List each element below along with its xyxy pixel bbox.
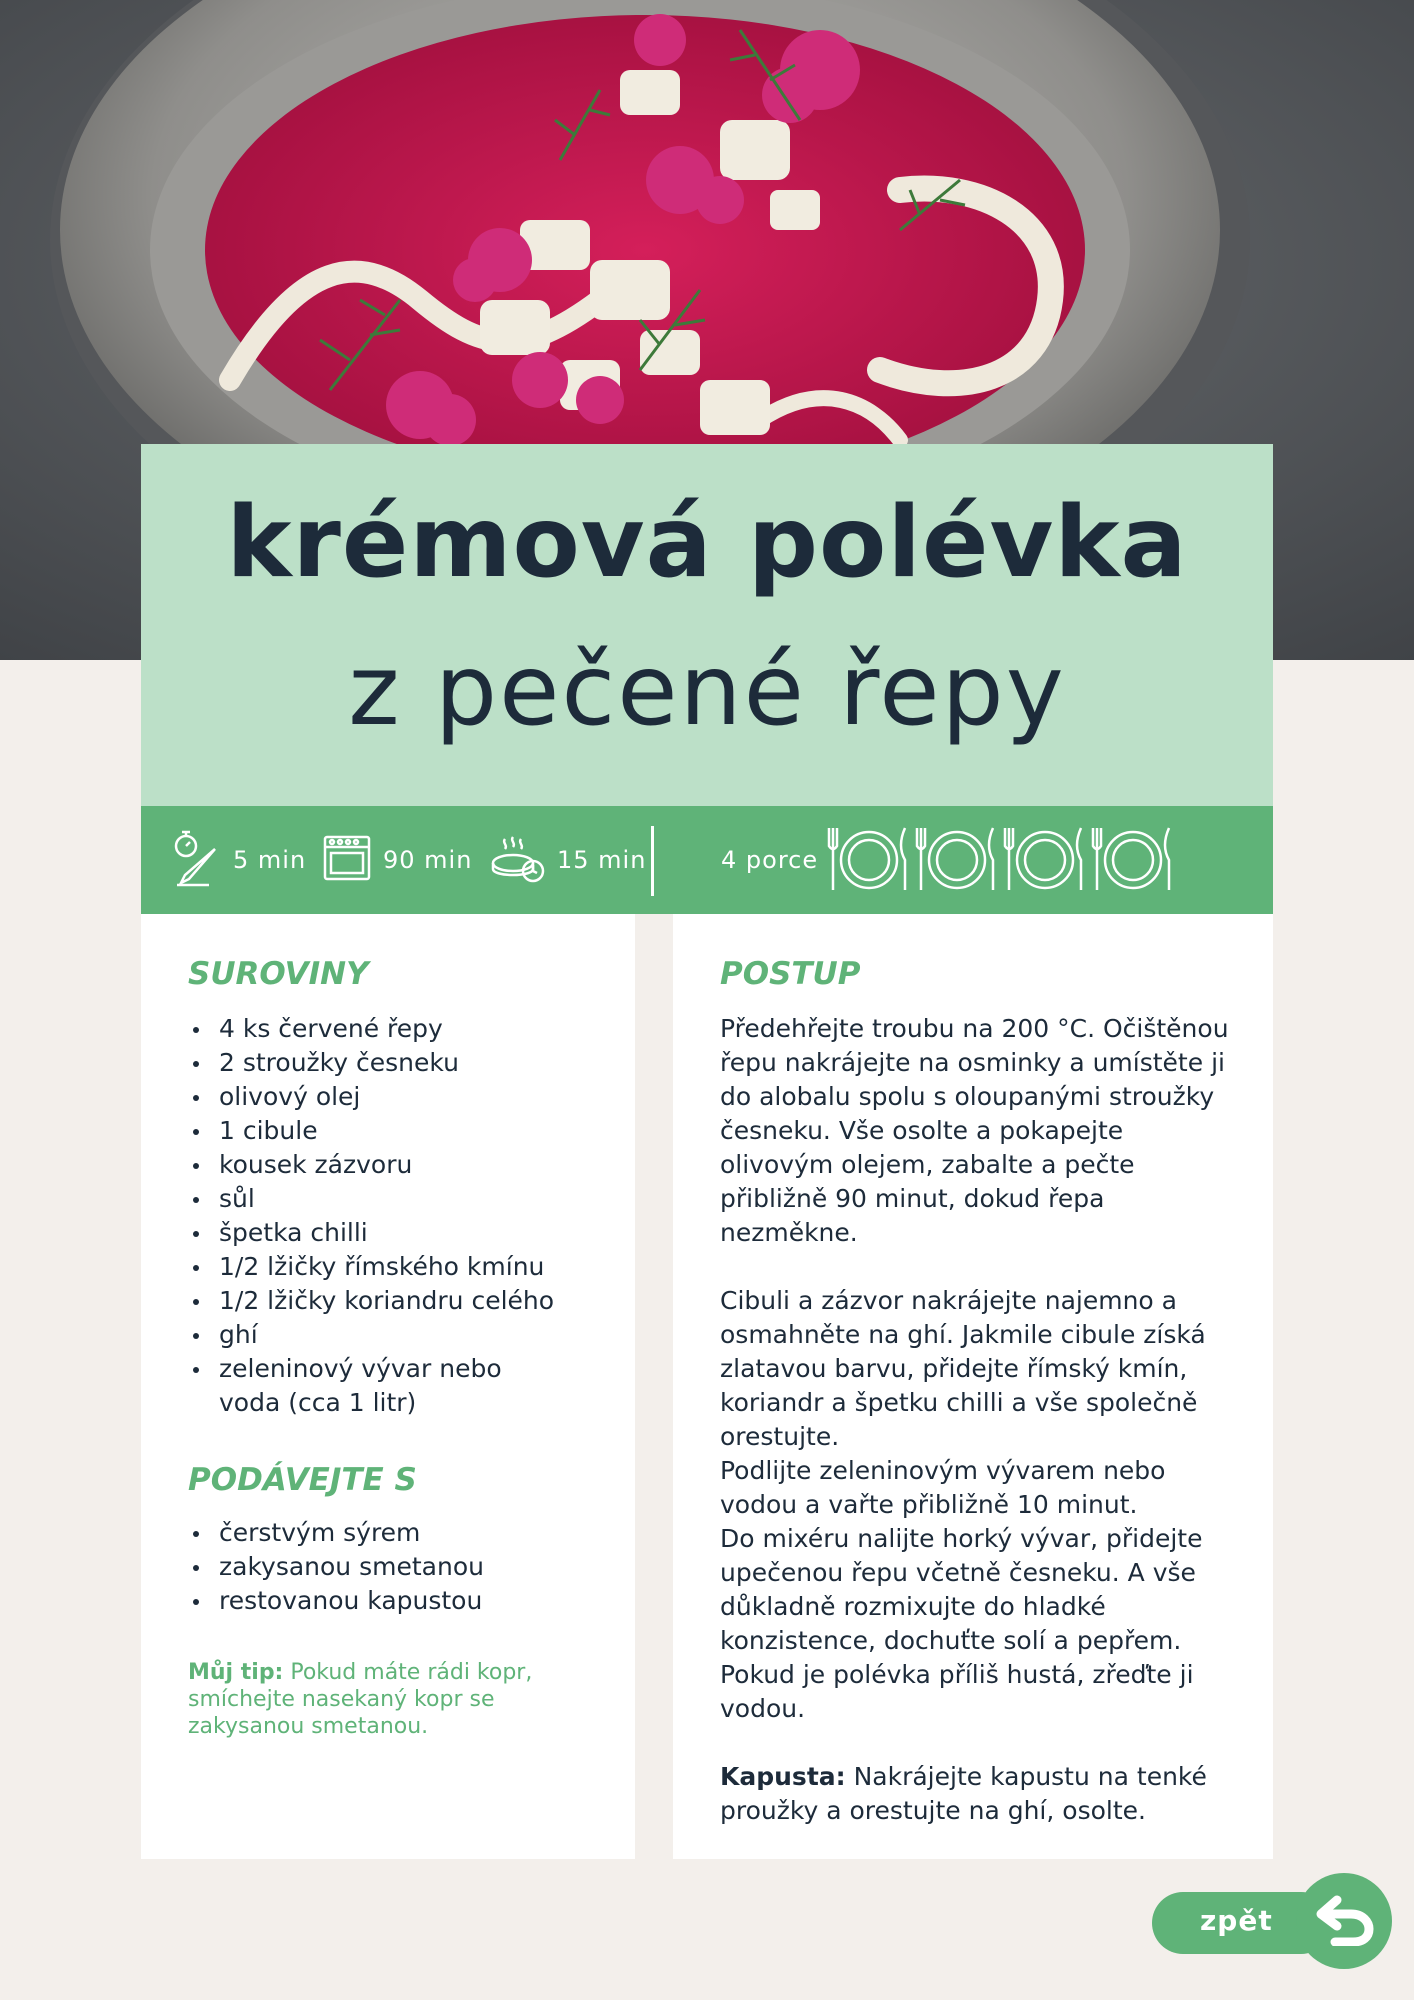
method-kapusta [720,1760,1240,1828]
plate-cutlery-icon [1093,828,1169,890]
list-item: čerstvým sýrem [175,1516,615,1550]
back-button-label: zpět [1200,1904,1273,1937]
method-step-1: Předehřejte troubu na 200 °C. Očištěnou řepu nakrájejte na osminky a umístěte ji do alobalu spolu s oloupanými stroužky česneku. Vše osolte a pokapejte olivovým olejem, zabalte a pečte přibližně 90 minut, dokud řepa nezměkne. [720,1014,1229,1247]
list-item: ghí [175,1318,615,1352]
page-title: krémová polévka [226,486,1188,600]
plate-cutlery-icon [829,828,905,890]
info-divider [651,826,654,896]
method-card [673,914,1273,1859]
kapusta-text: Nakrájejte kapustu na tenké proužky a orestujte na ghí, osolte. [720,1762,1207,1825]
serve-list [175,1516,615,1618]
ingredients-card [141,914,635,1859]
kapusta-label: Kapusta: [720,1762,846,1791]
method-step-3: Podlijte zeleninovým vývarem nebo vodou a vařte přibližně 10 minut. [720,1456,1166,1519]
page-subtitle: z pečené řepy [348,634,1066,748]
servings [721,806,818,914]
title-card [141,444,1273,806]
list-item: špetka chilli [175,1216,615,1250]
oven-icon [323,835,371,885]
list-item: 4 ks červené řepy [175,1012,615,1046]
list-item: sůl [175,1182,615,1216]
cook-time-value: 15 min [557,846,647,874]
bake-time-value: 90 min [383,846,473,874]
list-item: zeleninový vývar nebo voda (cca 1 litr) [175,1352,615,1420]
prep-time [173,806,306,914]
plate-cutlery-icon [1005,828,1081,890]
timer-knife-icon [173,829,221,891]
bake-time [323,806,472,914]
pan-timer-icon [491,833,545,887]
servings-value: 4 porce [721,846,819,874]
back-button-icon-circle[interactable] [1296,1873,1392,1969]
list-item: 1/2 lžičky římského kmínu [175,1250,615,1284]
method-text [720,1012,1240,1828]
list-item: 2 stroužky česneku [175,1046,615,1080]
plate-cutlery-icon [917,828,993,890]
ingredients-heading: SUROVINY [188,956,369,992]
tip-note [188,1659,598,1740]
tip-label: Můj tip: [188,1660,284,1685]
ingredients-list [175,1012,615,1420]
cook-time [491,806,646,914]
return-arrow-icon [1313,1892,1375,1950]
list-item: zakysanou smetanou [175,1550,615,1584]
prep-time-value: 5 min [233,846,307,874]
method-heading: POSTUP [720,956,861,992]
list-item: 1/2 lžičky koriandru celého [175,1284,615,1318]
tip-text: Pokud máte rádi kopr, smíchejte nasekaný kopr se zakysanou smetanou. [188,1660,533,1739]
list-item: restovanou kapustou [175,1584,615,1618]
list-item: 1 cibule [175,1114,615,1148]
method-step-4: Do mixéru nalijte horký vývar, přidejte upečenou řepu včetně česneku. A vše důkladně rozmixujte do hladké konzistence, dochuťte solí a pepřem. Pokud je polévka příliš hustá, zřeďte ji vodou. [720,1524,1203,1723]
list-item: kousek zázvoru [175,1148,615,1182]
servings-plates [827,826,1179,898]
recipe-info-bar [141,806,1273,914]
method-step-2: Cibuli a zázvor nakrájejte najemno a osmahněte na ghí. Jakmile cibule získá zlatavou barvu, přidejte římský kmín, koriandr a špetku chilli a vše společně orestujte. [720,1286,1206,1451]
list-item: olivový olej [175,1080,615,1114]
serve-heading: PODÁVEJTE S [188,1462,417,1498]
